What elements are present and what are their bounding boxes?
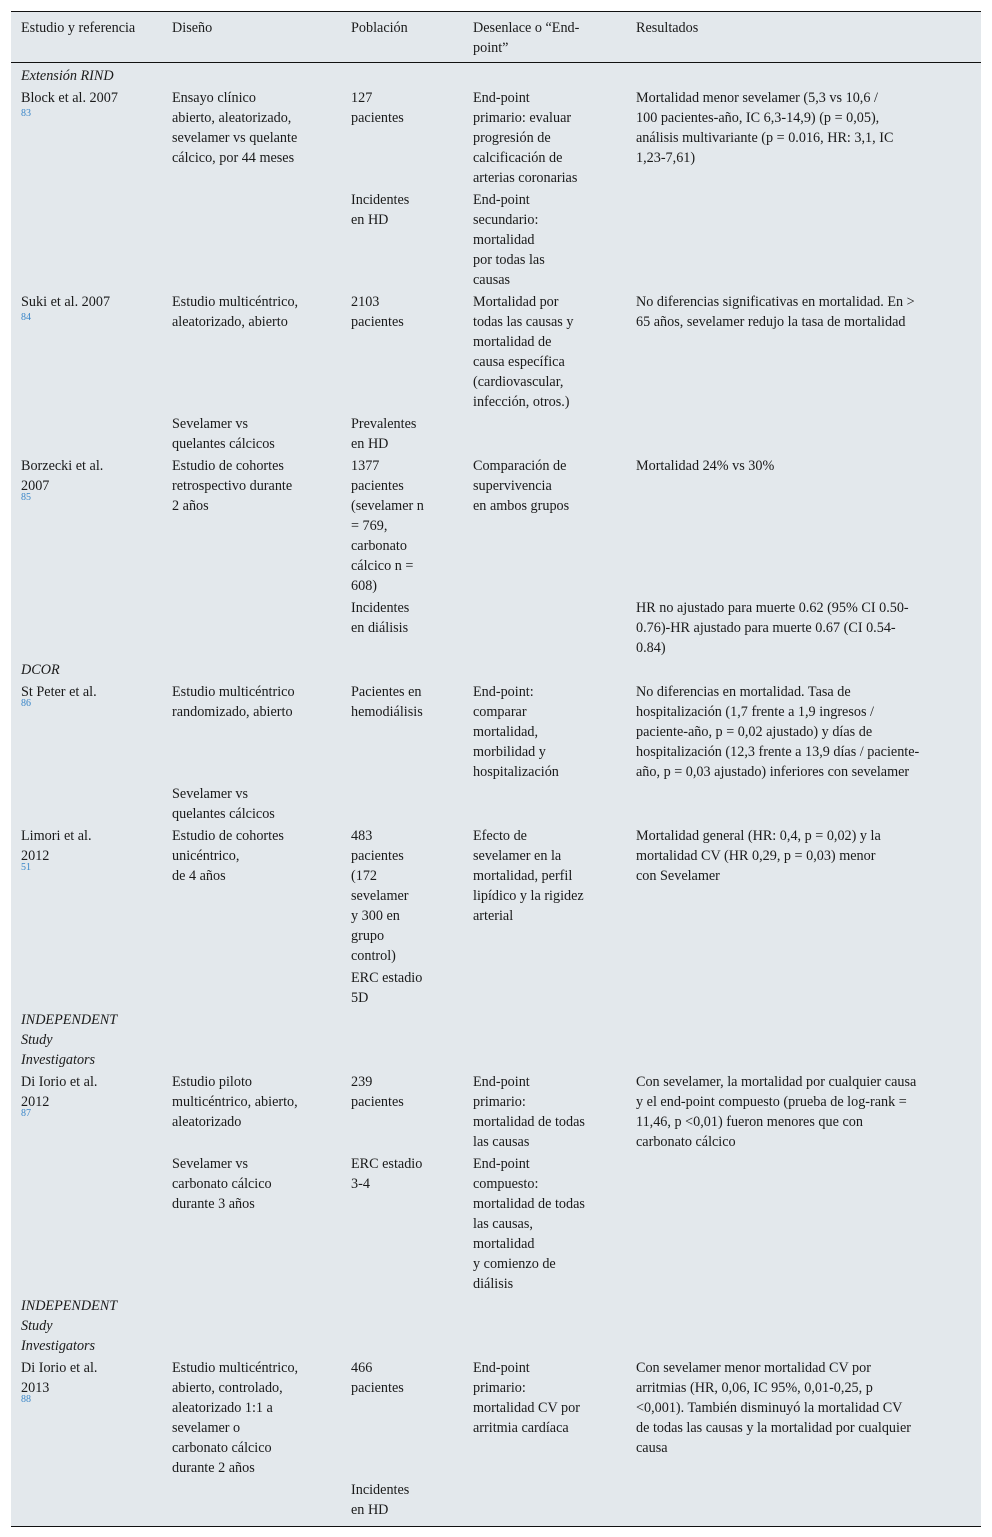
reference-link[interactable]: 51 xyxy=(21,862,31,873)
header-endpoint: Desenlace o “End- point” xyxy=(473,20,580,56)
design-block: Ensayo clínico abierto, aleatorizado, sevelamer vs quelante cálcico, por 44 meses xyxy=(172,90,298,166)
design-suki-2: Sevelamer vs quelantes cálcicos xyxy=(172,416,275,452)
result-block: Mortalidad menor sevelamer (5,3 vs 10,6 / 100 pacientes-año, IC 6,3-14,9) (p = 0,05), análisis multivariante (p = 0.016, HR: 3,1, IC 1,23-7,61) xyxy=(636,90,894,166)
population-diiorio-2012-2: ERC estadio 3-4 xyxy=(351,1156,423,1192)
header-population: Población xyxy=(351,20,408,36)
design-diiorio-2012: Estudio piloto multicéntrico, abierto, aleatorizado xyxy=(172,1074,298,1130)
population-diiorio-2013: 466 pacientes xyxy=(351,1360,404,1396)
result-suki: No diferencias significativas en mortalidad. En > 65 años, sevelamer redujo la tasa de mortalidad xyxy=(636,294,915,330)
population-borzecki: 1377 pacientes (sevelamer n = 769, carbonato cálcico n = 608) xyxy=(351,458,424,594)
study-borzecki: Borzecki et al. 2007 85 xyxy=(21,458,104,503)
study-diiorio-2013: Di Iorio et al. 2013 88 xyxy=(21,1360,98,1405)
study-block: Block et al. 2007 83 xyxy=(21,90,118,119)
endpoint-diiorio-2013: End-point primario: mortalidad CV por arritmia cardíaca xyxy=(473,1360,580,1436)
population-limori: 483 pacientes (172 sevelamer y 300 en grupo control) xyxy=(351,828,409,964)
group-label-independent-2: INDEPENDENT Study Investigators xyxy=(21,1298,118,1354)
population-diiorio-2013-2: Incidentes en HD xyxy=(351,1482,410,1518)
group-label-independent: INDEPENDENT Study Investigators xyxy=(21,1012,118,1068)
reference-link[interactable]: 84 xyxy=(21,312,31,323)
population-suki: 2103 pacientes xyxy=(351,294,404,330)
design-limori: Estudio de cohortes unicéntrico, de 4 años xyxy=(172,828,284,884)
study-limori: Limori et al. 2012 51 xyxy=(21,828,92,873)
header-results: Resultados xyxy=(636,20,699,36)
design-borzecki: Estudio de cohortes retrospectivo durante 2 años xyxy=(172,458,293,514)
group-label-dcor: DCOR xyxy=(21,662,60,678)
result-borzecki-2: HR no ajustado para muerte 0.62 (95% CI 0.50- 0.76)-HR ajustado para muerte 0.67 (CI 0.54- 0.84) xyxy=(636,600,909,656)
population-block: 127 pacientes xyxy=(351,90,404,126)
result-diiorio-2012: Con sevelamer, la mortalidad por cualquier causa y el end-point compuesto (prueba de log-rank = 11,46, p <0,01) fueron menores que con carbonato cálcico xyxy=(636,1074,917,1150)
endpoint-suki: Mortalidad por todas las causas y mortalidad de causa específica (cardiovascular, infección, otros.) xyxy=(473,294,574,410)
population-borzecki-2: Incidentes en diálisis xyxy=(351,600,410,636)
design-diiorio-2013: Estudio multicéntrico, abierto, controlado, aleatorizado 1:1 a sevelamer o carbonato cálcico durante 2 años xyxy=(172,1360,299,1476)
endpoint-limori: Efecto de sevelamer en la mortalidad, perfil lipídico y la rigidez arterial xyxy=(473,828,584,924)
group-label-rind: Extensión RIND xyxy=(21,68,114,84)
header-divider xyxy=(11,62,981,63)
endpoint-borzecki: Comparación de supervivencia en ambos grupos xyxy=(473,458,570,514)
header-study: Estudio y referencia xyxy=(21,20,136,36)
result-limori: Mortalidad general (HR: 0,4, p = 0,02) y la mortalidad CV (HR 0,29, p = 0,03) menor con Sevelamer xyxy=(636,828,881,884)
population-limori-2: ERC estadio 5D xyxy=(351,970,423,1006)
endpoint-diiorio-2012: End-point primario: mortalidad de todas las causas xyxy=(473,1074,585,1150)
header-design: Diseño xyxy=(172,20,213,36)
result-stpeter: No diferencias en mortalidad. Tasa de hospitalización (1,7 frente a 1,9 ingresos / paciente-año, p = 0,02 ajustado) y días de hospitalización (12,3 frente a 13,9 días / paciente- año, p = 0,03 ajustado) inferiores con sevelamer xyxy=(636,684,920,780)
design-stpeter: Estudio multicéntrico randomizado, abierto xyxy=(172,684,295,720)
population-stpeter: Pacientes en hemodiálisis xyxy=(351,684,423,720)
design-suki: Estudio multicéntrico, aleatorizado, abierto xyxy=(172,294,299,330)
study-stpeter: St Peter et al. 86 xyxy=(21,684,97,709)
reference-link[interactable]: 86 xyxy=(21,698,31,709)
endpoint-stpeter: End-point: comparar mortalidad, morbilidad y hospitalización xyxy=(473,684,559,780)
reference-link[interactable]: 87 xyxy=(21,1108,31,1119)
population-diiorio-2012: 239 pacientes xyxy=(351,1074,404,1110)
population-suki-2: Prevalentes en HD xyxy=(351,416,417,452)
study-suki: Suki et al. 2007 84 xyxy=(21,294,111,323)
endpoint-block: End-point primario: evaluar progresión de calcificación de arterias coronarias xyxy=(473,90,578,186)
result-diiorio-2013: Con sevelamer menor mortalidad CV por arritmias (HR, 0,06, IC 95%, 0,01-0,25, p <0,001). También disminuyó la mortalidad CV de todas las causas y la mortalidad por cualquier causa xyxy=(636,1360,911,1456)
study-diiorio-2012: Di Iorio et al. 2012 87 xyxy=(21,1074,98,1119)
endpoint-block-2: End-point secundario: mortalidad por todas las causas xyxy=(473,192,545,288)
study-table xyxy=(11,11,981,1527)
population-block-2: Incidentes en HD xyxy=(351,192,410,228)
reference-link[interactable]: 88 xyxy=(21,1394,31,1405)
reference-link[interactable]: 85 xyxy=(21,492,31,503)
result-borzecki: Mortalidad 24% vs 30% xyxy=(636,458,775,474)
design-diiorio-2012-2: Sevelamer vs carbonato cálcico durante 3 años xyxy=(172,1156,272,1212)
reference-link[interactable]: 83 xyxy=(21,108,31,119)
endpoint-diiorio-2012-2: End-point compuesto: mortalidad de todas las causas, mortalidad y comienzo de diálisis xyxy=(473,1156,585,1292)
design-stpeter-2: Sevelamer vs quelantes cálcicos xyxy=(172,786,275,822)
